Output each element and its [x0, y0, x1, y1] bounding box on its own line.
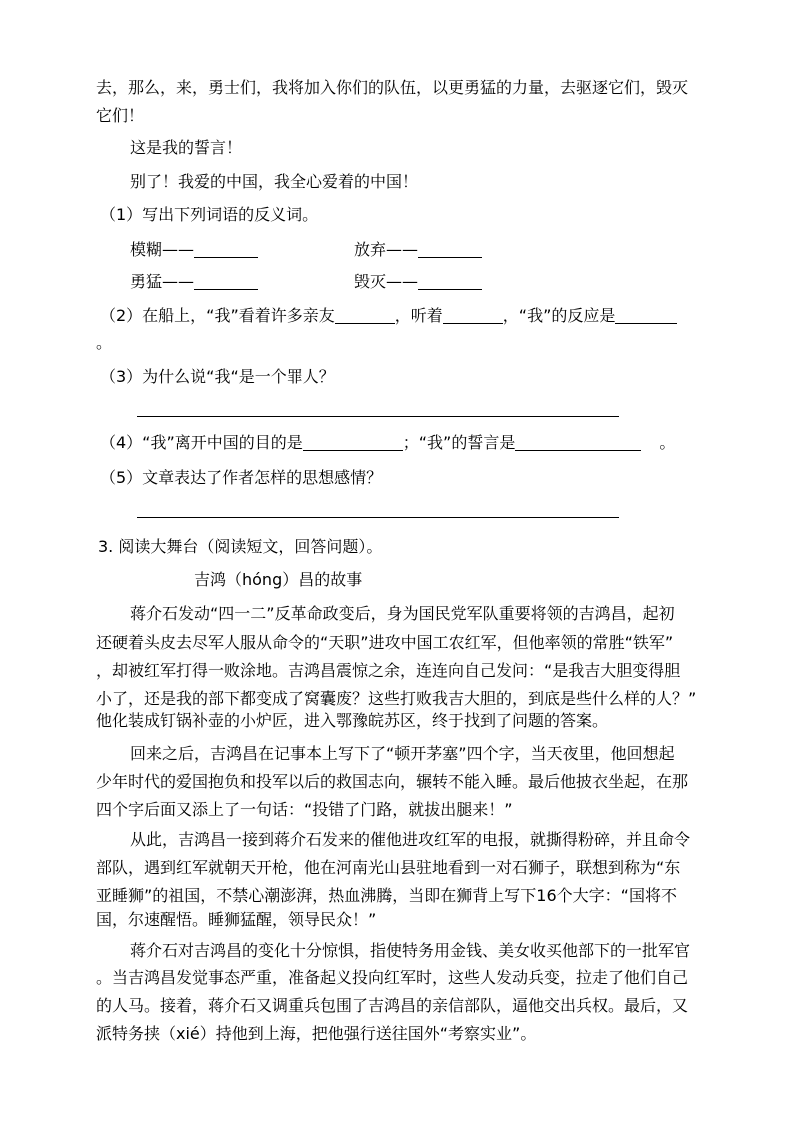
paragraph-1-line: ，却被红军打得一败涂地。吉鸿昌震惊之余，连连向自己发问：“是我吉大胆变得胆 — [96, 661, 681, 680]
q4-part-1: （4）“我”离开中国的目的是 — [100, 433, 303, 452]
intro-line-1: 去，那么，来，勇士们，我将加入你们的队伍，以更勇猛的力量，去驱逐它们，毁灭 — [96, 78, 689, 97]
q2-answer-blank-3[interactable] — [615, 307, 677, 324]
q1-answer-blank-1[interactable] — [194, 241, 258, 258]
paragraph-2-line: 回来之后，吉鸿昌在记事本上写下了“顿开茅塞”四个字，当天夜里，他回想起 — [130, 744, 675, 763]
question-3-prompt: （3）为什么说“我“是一个罪人？ — [100, 367, 335, 386]
question-4 — [100, 433, 675, 453]
paragraph-4-line: 。当吉鸿昌发觉事态严重，准备起义投向红军时，这些人发动兵变，拉走了他们自己 — [96, 968, 689, 987]
q4-answer-blank-1[interactable] — [303, 434, 403, 451]
paragraph-4-line: 蒋介石对吉鸿昌的变化十分惊惧，指使特务用金钱、美女收买他部下的一批军官 — [130, 941, 691, 960]
paragraph-4-line: 派特务挟（xié）持他到上海，把他强行送往国外“考察实业”。 — [96, 1024, 537, 1043]
paragraph-3-line: 国，尔速醒悟。睡狮猛醒，领导民众！” — [96, 910, 377, 929]
q1-answer-blank-3[interactable] — [194, 273, 258, 290]
q2-part-2: ，听着 — [394, 306, 443, 325]
q4-end-mark: 。 — [659, 433, 676, 452]
q2-answer-blank-2[interactable] — [443, 307, 503, 324]
intro-line-2: 它们！ — [96, 106, 145, 125]
oath-line: 这是我的誓言！ — [130, 138, 243, 157]
q1-answer-blank-2[interactable] — [418, 241, 482, 258]
q2-end-mark: 。 — [96, 333, 113, 352]
q1-word-3-label: 勇猛—— — [130, 272, 195, 291]
q3-answer-line[interactable] — [137, 416, 619, 417]
paragraph-1-line: 蒋介石发动“四一二”反革命政变后，身为国民党军队重要将领的吉鸿昌，起初 — [130, 604, 675, 623]
question-1-prompt: （1）写出下列词语的反义词。 — [100, 205, 319, 224]
paragraph-1-line: 还硬着头皮去尽军人服从命令的“天职”进攻中国工农红军，但他率领的常胜“铁军” — [96, 633, 674, 652]
q1-word-4 — [354, 272, 482, 292]
paragraph-3-line: 亚睡狮”的祖国，不禁心潮澎湃，热血沸腾，当即在狮背上写下16个大字：“国将不 — [96, 886, 677, 905]
story-title: 吉鸿（hóng）昌的故事 — [194, 570, 363, 589]
q5-answer-line[interactable] — [137, 517, 619, 518]
paragraph-1-line: 小了，还是我的部下都变成了窝囊废？这些打败我吉大胆的，到底是些什么样的人？” — [96, 689, 697, 708]
q1-word-2-label: 放弃—— — [354, 240, 419, 259]
q1-word-3 — [130, 272, 258, 292]
q2-answer-blank-1[interactable] — [335, 307, 395, 324]
q4-answer-blank-2[interactable] — [515, 434, 641, 451]
section-3-heading: 3. 阅读大舞台（阅读短文，回答问题）。 — [98, 537, 383, 556]
q1-word-4-label: 毁灭—— — [354, 272, 419, 291]
q2-part-3: ，“我”的反应是 — [502, 306, 616, 325]
paragraph-1-line: 他化装成钉锅补壶的小炉匠，进入鄂豫皖苏区，终于找到了问题的答案。 — [96, 711, 609, 730]
farewell-line: 别了！我爱的中国，我全心爱着的中国！ — [130, 172, 419, 191]
question-5-prompt: （5）文章表达了作者怎样的思想感情？ — [100, 468, 383, 487]
q1-word-2 — [354, 240, 482, 260]
paragraph-3-line: 从此，吉鸿昌一接到蒋介石发来的催他进攻红军的电报，就撕得粉碎，并且命令 — [130, 830, 691, 849]
q4-part-2: ；“我”的誓言是 — [402, 433, 516, 452]
paragraph-4-line: 的人马。接着，蒋介石又调重兵包围了吉鸿昌的亲信部队，逼他交出兵权。最后，又 — [96, 996, 689, 1015]
q1-word-1 — [130, 240, 258, 260]
paragraph-3-line: 部队，遇到红军就朝天开枪，他在河南光山县驻地看到一对石狮子，联想到称为“东 — [96, 858, 681, 877]
paragraph-2-line: 四个字后面又添上了一句话：“投错了门路，就拔出腿来！” — [96, 800, 513, 819]
q1-answer-blank-4[interactable] — [418, 273, 482, 290]
q2-part-1: （2）在船上，“我”看着许多亲友 — [100, 306, 335, 325]
question-2 — [100, 306, 677, 326]
paragraph-2-line: 少年时代的爱国抱负和投军以后的救国志向，辗转不能入睡。最后他披衣坐起，在那 — [96, 772, 689, 791]
q1-word-1-label: 模糊—— — [130, 240, 195, 259]
